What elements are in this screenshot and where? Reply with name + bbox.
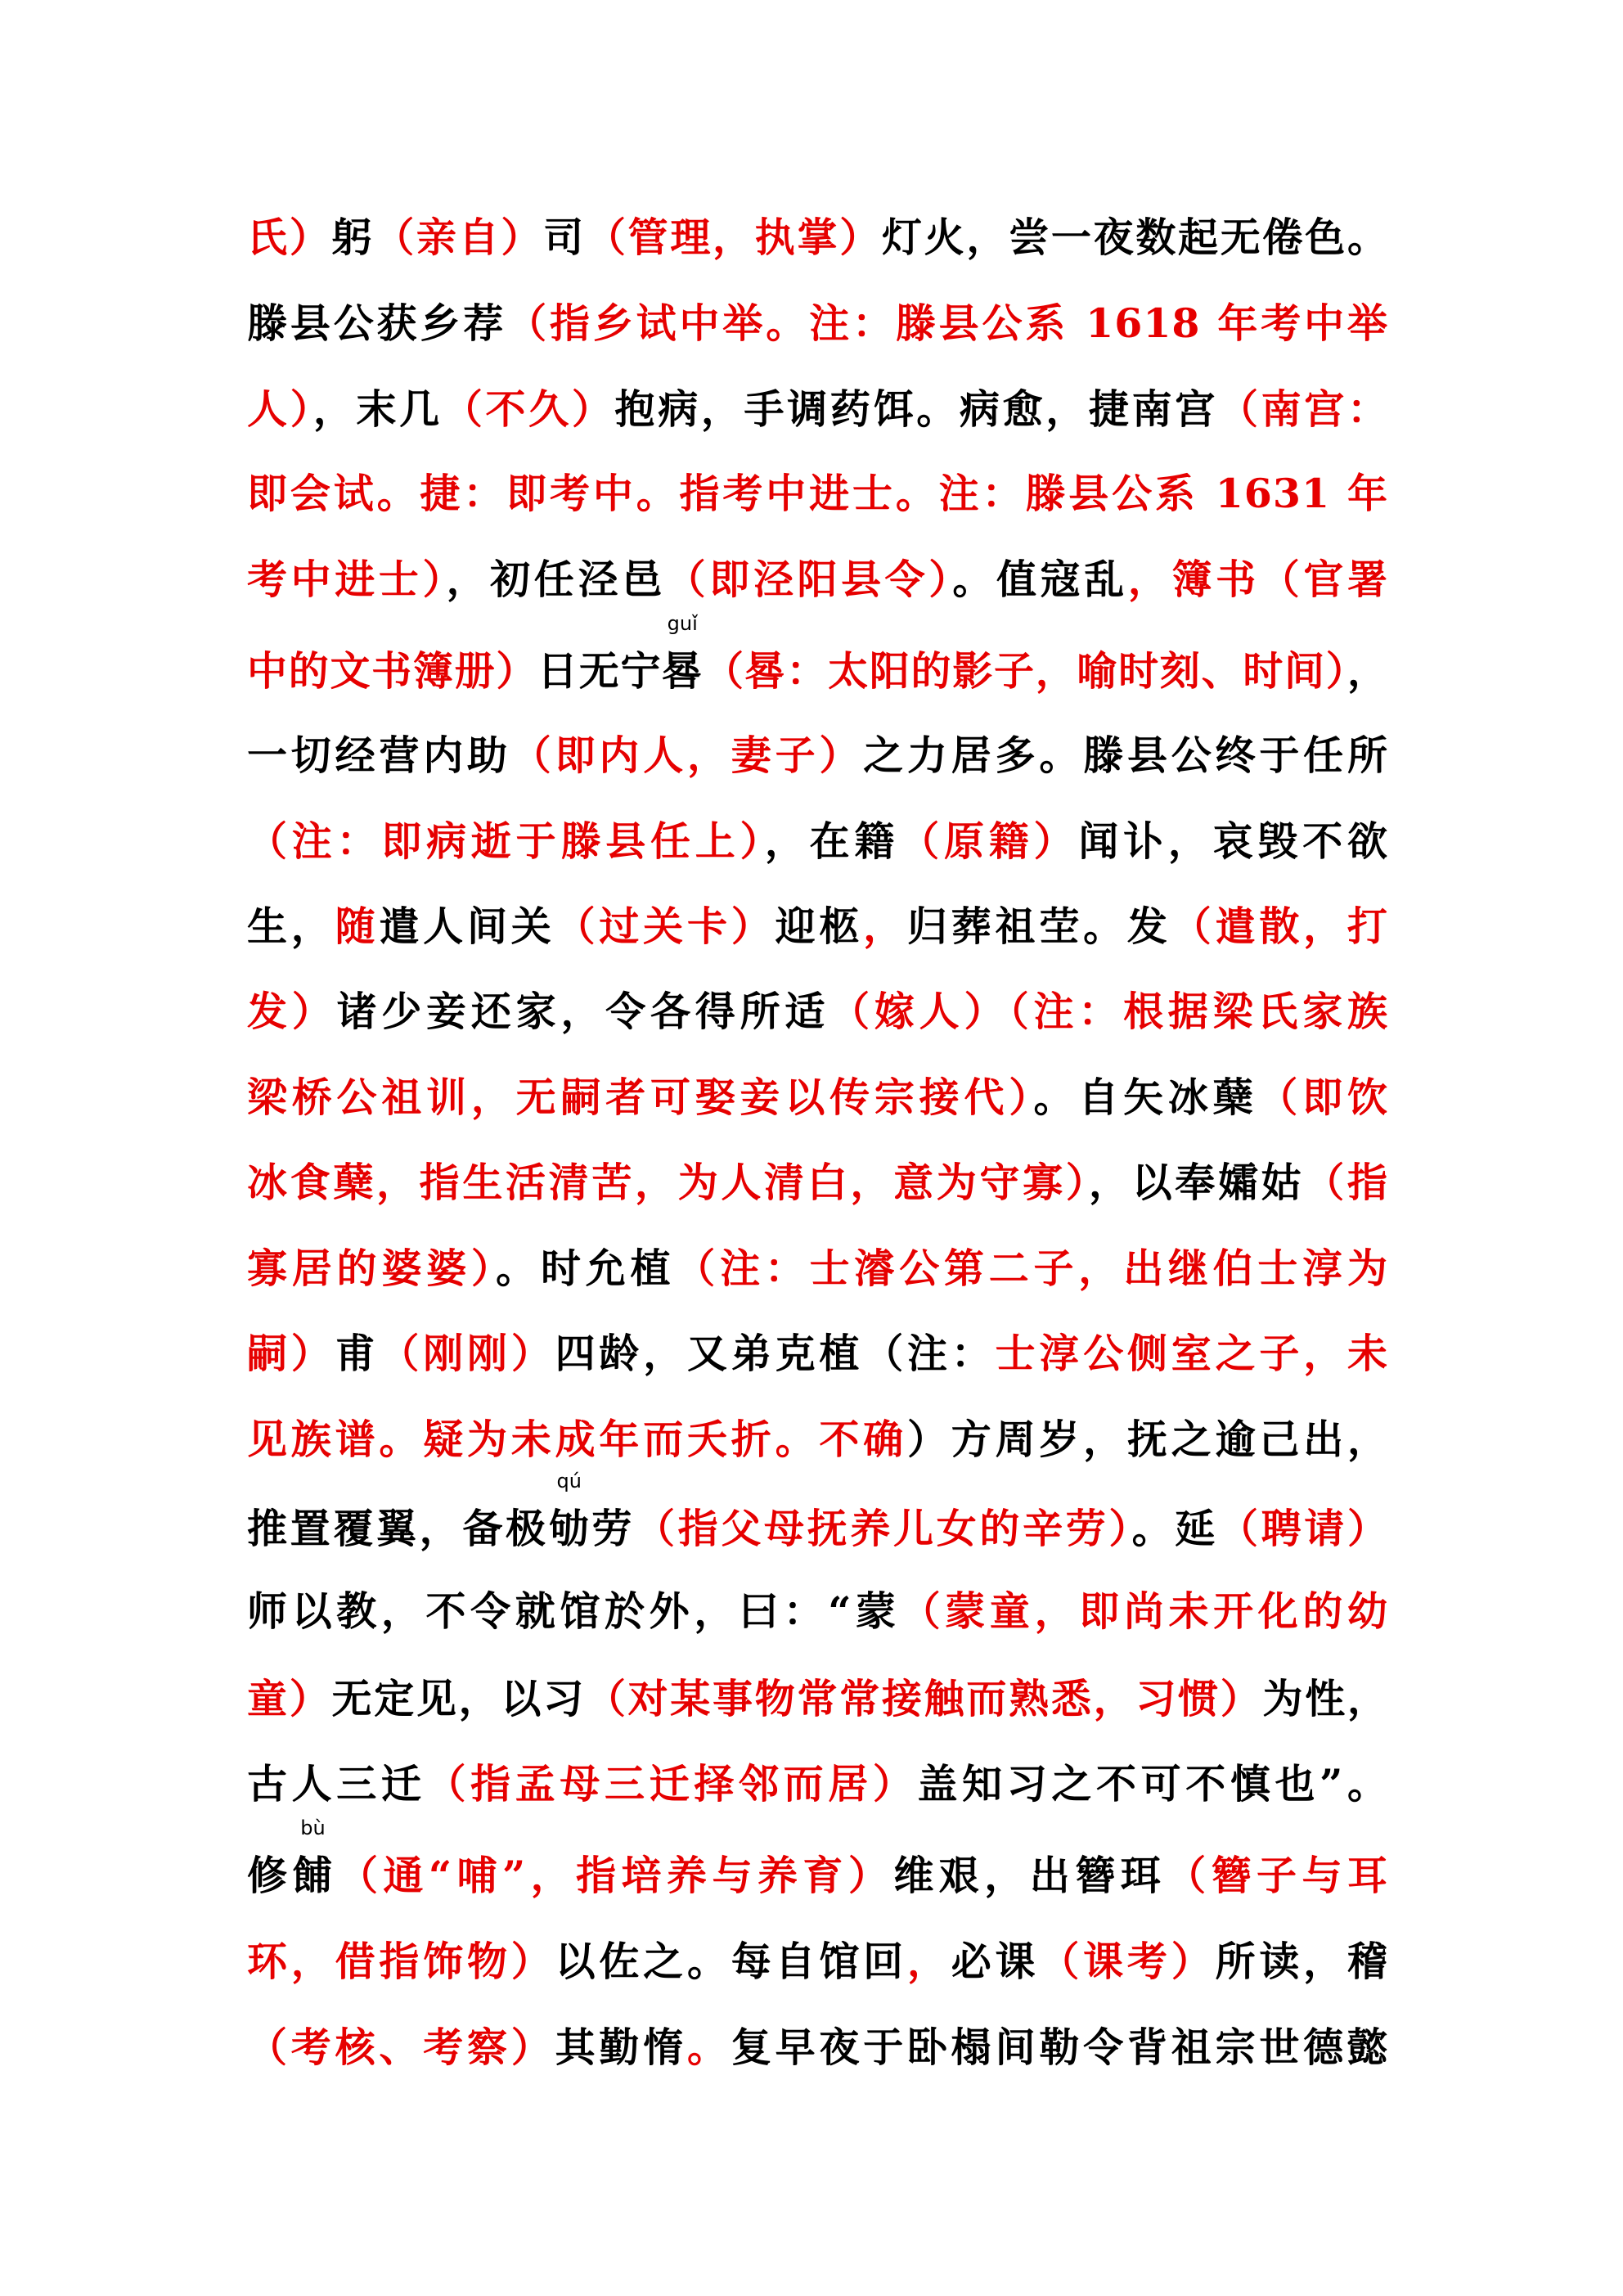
annotation-text: （指孟母三迁择邻而居） (425, 1760, 918, 1808)
annotation-text: 。 (687, 2024, 731, 2071)
text-line (247, 723, 1388, 788)
body-text: 诸少妾还家，令各得所适 (336, 988, 830, 1035)
body-text: 。自矢冰蘖 (1033, 1074, 1258, 1121)
annotated-character-text: 晷 (662, 647, 704, 695)
body-text: 抱病，手调药饵。病愈，捷南宫 (614, 385, 1218, 433)
annotation-text: （原籍） (899, 817, 1079, 865)
annotation-text: 冰食蘖，指生活清苦，为人清白，意为守寡） (247, 1159, 1089, 1206)
annotation-text: （指 (1304, 1159, 1388, 1206)
body-text: 灯火，尝一夜数起无倦色。 (881, 214, 1388, 261)
body-text: 盖知习之不可不慎也”。 (917, 1760, 1388, 1808)
annotation-text: （考核、考察） (247, 2024, 555, 2071)
text-line (247, 205, 1388, 270)
annotation-text: 人） (247, 385, 313, 433)
text-line (247, 1666, 1388, 1731)
annotation-text: 氏） (247, 214, 332, 261)
text-line (247, 894, 1388, 959)
body-text: 以佐之。每自馆回 (555, 1938, 907, 1985)
annotation-text: 童） (247, 1675, 332, 1722)
annotation-text: 嗣） (247, 1330, 335, 1377)
body-text: 闻讣，哀毁不欲 (1078, 817, 1388, 865)
annotation-text: （嫁人）（注：根据梁氏家族 (829, 988, 1388, 1035)
body-text: ， (1347, 647, 1388, 695)
body-text: 必课 (951, 1938, 1040, 1985)
annotation-text: （簪子与耳 (1166, 1852, 1388, 1899)
annotation-text: （对某事物常常接触而熟悉，习惯） (585, 1675, 1263, 1722)
annotated-character (548, 1470, 590, 1561)
body-text: 劳 (589, 1505, 636, 1552)
body-text: ）方周岁，抚之逾己出， (906, 1416, 1388, 1463)
text-line (247, 1929, 1388, 1994)
annotated-character-text: 餔 (292, 1852, 334, 1899)
annotation-text: （通“哺”，指培养与养育） (333, 1852, 894, 1899)
body-text: 司 (543, 214, 586, 261)
annotation-text: 梁桥公祖训，无嗣者可娶妾以传宗接代） (247, 1074, 1034, 1121)
pinyin-annotation: qú (556, 1470, 582, 1492)
body-text: 生， (247, 903, 335, 950)
text-line (247, 612, 1388, 704)
annotation-text: ， (906, 1938, 951, 1985)
annotation-text: 即会试。捷：即考中。指考中进士。注：滕县公系 1631 年 (247, 470, 1388, 517)
annotation-text: （聘请） (1217, 1505, 1388, 1552)
body-text: 古人三迁 (247, 1760, 426, 1808)
annotation-text: （注：即病逝于滕县任上） (247, 817, 765, 865)
text-line (247, 979, 1388, 1044)
body-text: 推置覆翼，备极 (247, 1505, 549, 1552)
text-line (247, 808, 1388, 874)
text-line (247, 1407, 1388, 1472)
annotation-text: （即泾阳县令） (665, 556, 953, 603)
annotation-text: 中的文书簿册） (247, 647, 538, 695)
text-line (247, 547, 1388, 612)
annotation-text: （官署 (1259, 556, 1388, 603)
annotation-text: ，簿书 (1127, 556, 1260, 603)
annotation-text: （过关卡） (555, 903, 776, 950)
annotation-text: 环，借指饰物） (247, 1938, 555, 1985)
pinyin-annotation: bù (300, 1817, 326, 1839)
annotation-text: ， (863, 903, 907, 950)
annotation-text: 考中进士） (247, 556, 447, 603)
text-line (247, 1065, 1388, 1130)
body-text: 四龄，又弟克植（注： (555, 1330, 996, 1377)
annotated-character (662, 612, 704, 704)
annotated-character-text: 劬 (548, 1505, 590, 1552)
text-line (247, 1817, 1388, 1908)
annotation-text: （注：士濬公第二子，出继伯士淳为 (675, 1245, 1388, 1292)
annotation-text: （亲自） (374, 214, 544, 261)
text-line (247, 1470, 1388, 1561)
body-text: 。值寇乱 (952, 556, 1128, 603)
body-text: 。时允植 (496, 1245, 676, 1292)
text-line (247, 461, 1388, 526)
body-text: 为性， (1262, 1675, 1388, 1722)
body-text: 之力居多。滕县公终于任所 (863, 732, 1388, 779)
annotation-text: 士淳公侧室之子，未 (995, 1330, 1388, 1377)
body-text: 迎柩 (775, 903, 864, 950)
body-text: ，初任泾邑 (446, 556, 666, 603)
body-text: 甫 (335, 1330, 380, 1377)
body-text: 维艰，出簪珥 (893, 1852, 1167, 1899)
annotation-text: （不久） (442, 385, 615, 433)
body-text: ，末几 (312, 385, 443, 433)
annotation-text: 随 (335, 903, 380, 950)
annotation-text: （刚刚） (379, 1330, 555, 1377)
body-text: 归葬祖茔。发 (906, 903, 1171, 950)
body-text: 滕县公获乡荐 (247, 299, 507, 347)
text-line (247, 1751, 1388, 1817)
body-text: 复早夜于卧榻间勒令背祖宗世德懿 (731, 2024, 1388, 2071)
body-text: 一切经营内助 (247, 732, 511, 779)
pinyin-annotation: guǐ (667, 612, 698, 635)
annotation-text: （南宫： (1217, 385, 1388, 433)
annotation-text: （遣散，打 (1171, 903, 1388, 950)
body-text: 。延 (1131, 1505, 1218, 1552)
annotation-text: 发） (247, 988, 337, 1035)
body-text: ，以奉孀姑 (1088, 1159, 1305, 1206)
annotation-text: （指父母抚养儿女的辛劳） (635, 1505, 1132, 1552)
body-text: 所读，稽 (1215, 1938, 1388, 1985)
text-line (247, 1321, 1388, 1386)
annotation-text: 见族谱。疑为未成年而夭折。不确 (247, 1416, 907, 1463)
body-text: 无定见，以习 (331, 1675, 586, 1722)
annotation-text: （指乡试中举。注：滕县公系 1618 年考中举 (506, 299, 1388, 347)
body-text: ，在籍 (764, 817, 900, 865)
body-text: 躬 (331, 214, 375, 261)
annotation-text: （即饮 (1257, 1074, 1388, 1121)
body-text: 修 (247, 1852, 293, 1899)
body-text: 其勤惰 (555, 2024, 687, 2071)
text-line (247, 376, 1388, 442)
annotation-text: （蒙童，即尚未开化的幼 (900, 1587, 1388, 1635)
text-line (247, 2015, 1388, 2080)
annotation-text: （晷：太阳的影子，喻时刻、时间） (703, 647, 1347, 695)
text-line (247, 1150, 1388, 1215)
text-line (247, 1236, 1388, 1301)
text-line (247, 290, 1388, 356)
annotation-text: 寡居的婆婆） (247, 1245, 497, 1292)
body-text: 师以教，不令就馆於外，曰：“蒙 (247, 1587, 901, 1635)
annotation-text: （课考） (1039, 1938, 1216, 1985)
body-text: 日无宁 (537, 647, 663, 695)
annotation-text: （即内人，妻子） (510, 732, 864, 779)
annotation-text: （管理，执掌） (585, 214, 882, 261)
text-line (247, 1578, 1388, 1644)
body-text: 遣人间关 (379, 903, 555, 950)
annotated-character (292, 1817, 334, 1908)
